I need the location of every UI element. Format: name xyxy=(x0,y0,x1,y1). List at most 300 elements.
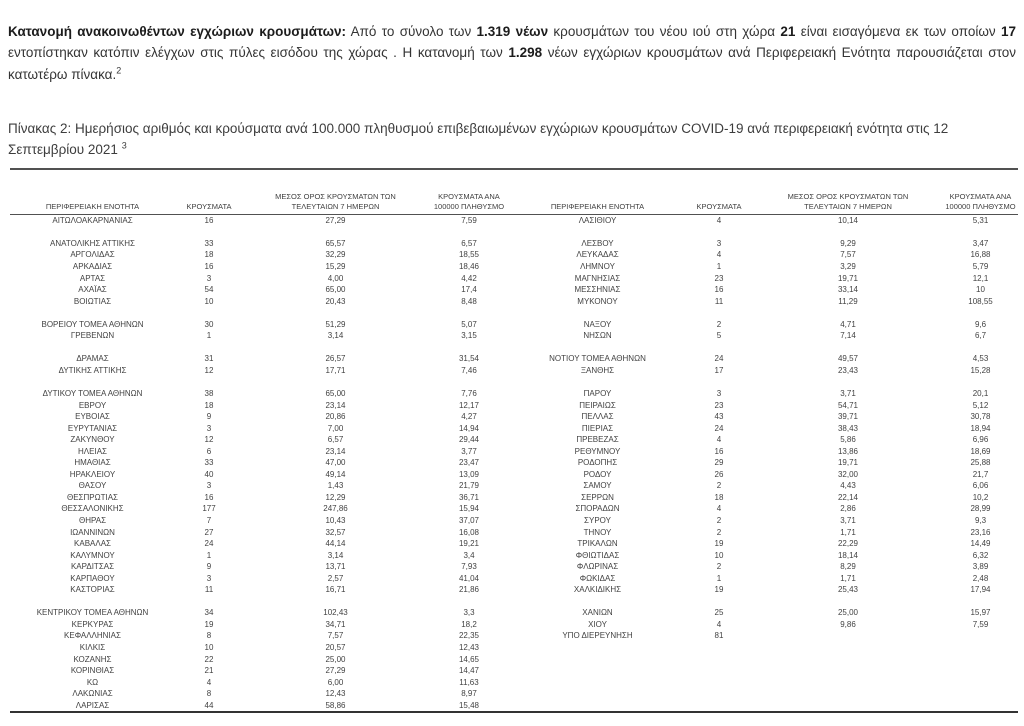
region-cell-left: ΚΑΡΔΙΤΣΑΣ xyxy=(70,562,115,572)
intro-text-3: είναι εισαγόμενα εκ των οποίων xyxy=(795,23,1001,39)
cases-table xyxy=(10,170,1018,711)
region-cell-left: ΑΡΓΟΛΙΔΑΣ xyxy=(70,250,115,260)
table-row xyxy=(10,238,1018,250)
region-cell-left xyxy=(10,596,175,608)
region-cell-left: ΕΥΡΥΤΑΝΙΑΣ xyxy=(67,423,118,433)
cases-cell-left: 40 xyxy=(204,469,214,479)
spacer-row xyxy=(10,226,1018,238)
per100k-cell-right xyxy=(943,642,1018,654)
intro-bold-domestic-cases: 1.298 xyxy=(508,45,543,60)
region-cell-left: ΕΥΒΟΙΑΣ xyxy=(75,412,110,422)
header-avg7-left: ΜΕΣΟΣ ΟΡΟΣ ΚΡΟΥΣΜΑΤΩΝ ΤΩΝ ΤΕΛΕΥΤΑΙΩΝ 7 ΗΜΕΡΩΝ xyxy=(243,170,428,215)
cases-cell-right: 2 xyxy=(716,319,722,329)
per100k-cell-right: 4,53 xyxy=(972,354,989,364)
per100k-cell-left xyxy=(428,376,510,388)
per100k-cell-right xyxy=(943,376,1018,388)
region-cell-left: ΑΡΤΑΣ xyxy=(79,273,106,283)
per100k-cell-left: 5,07 xyxy=(461,319,477,329)
region-cell-left: ΚΕΡΚΥΡΑΣ xyxy=(71,619,114,629)
region-cell-left: ΛΑΡΙΣΑΣ xyxy=(75,700,110,710)
avg7-cell-right: 54,71 xyxy=(837,400,859,410)
cases-cell-right xyxy=(685,653,753,665)
region-cell-right: ΛΑΣΙΘΙΟΥ xyxy=(578,216,617,226)
cases-cell-right: 11 xyxy=(714,296,724,306)
avg7-cell-right: 1,71 xyxy=(840,573,856,583)
region-cell-left: ΖΑΚΥΝΘΟΥ xyxy=(70,435,115,445)
avg7-cell-right: 19,71 xyxy=(837,273,859,283)
avg7-cell-right: 33,14 xyxy=(837,285,859,295)
per100k-cell-left: 7,93 xyxy=(461,562,477,572)
region-cell-right: ΠΙΕΡΙΑΣ xyxy=(581,423,614,433)
per100k-cell-right: 21,7 xyxy=(972,469,989,479)
per100k-cell-left xyxy=(428,226,510,238)
intro-paragraph xyxy=(8,21,1016,86)
region-cell-left: ΑΧΑΪΑΣ xyxy=(78,285,107,295)
region-cell-right: ΝΟΤΙΟΥ ΤΟΜΕΑ ΑΘΗΝΩΝ xyxy=(549,354,646,364)
per100k-cell-left: 13,09 xyxy=(458,469,480,479)
cases-cell-right xyxy=(685,688,753,700)
per100k-cell-right: 15,28 xyxy=(970,365,991,375)
region-cell-right xyxy=(510,342,685,354)
cases-cell-left: 33 xyxy=(204,238,214,248)
per100k-cell-right: 7,59 xyxy=(972,619,989,629)
table-row xyxy=(10,561,1018,573)
cases-cell-right: 24 xyxy=(714,423,724,433)
avg7-cell-right: 25,00 xyxy=(837,608,859,618)
region-cell-right: ΜΥΚΟΝΟΥ xyxy=(577,296,618,306)
region-cell-right: ΡΟΔΟΥ xyxy=(583,469,612,479)
per100k-cell-left: 3,77 xyxy=(461,446,477,456)
per100k-cell-right: 15,97 xyxy=(970,608,991,618)
table-row xyxy=(10,699,1018,711)
cases-cell-left: 18 xyxy=(204,250,214,260)
cases-cell-left: 44 xyxy=(204,700,214,710)
avg7-cell-left: 27,29 xyxy=(325,216,346,226)
per100k-cell-left: 21,79 xyxy=(458,481,480,491)
cases-cell-left: 31 xyxy=(204,354,214,364)
intro-bold-gates: 17 xyxy=(1000,23,1016,39)
region-cell-left: ΚΩ xyxy=(86,677,99,687)
per100k-cell-left: 14,65 xyxy=(458,654,480,664)
region-cell-left: ΔΥΤΙΚΟΥ ΤΟΜΕΑ ΑΘΗΝΩΝ xyxy=(42,388,143,398)
table-row xyxy=(10,284,1018,296)
per100k-cell-left: 3,3 xyxy=(463,608,475,618)
per100k-cell-left xyxy=(428,307,510,319)
per100k-cell-left: 18,46 xyxy=(458,261,480,271)
region-cell-left: ΚΑΒΑΛΑΣ xyxy=(74,539,111,549)
region-cell-right: ΠΡΕΒΕΖΑΣ xyxy=(576,435,619,445)
table-row xyxy=(10,572,1018,584)
per100k-cell-right xyxy=(943,342,1018,354)
per100k-cell-left: 7,59 xyxy=(461,216,477,226)
cases-cell-left: 9 xyxy=(206,562,212,572)
per100k-cell-left: 41,04 xyxy=(458,573,480,583)
table-row xyxy=(10,607,1018,619)
region-cell-left: ΕΒΡΟΥ xyxy=(78,400,107,410)
cases-cell-left: 8 xyxy=(206,689,212,699)
cases-cell-left xyxy=(175,342,243,354)
avg7-cell-left: 4,00 xyxy=(327,273,344,283)
footnote-ref-2: 2 xyxy=(116,65,122,75)
header-per100k-right: ΚΡΟΥΣΜΑΤΑ ΑΝΑ 100000 ΠΛΗΘΥΣΜΟ xyxy=(943,170,1018,215)
region-cell-right: ΦΩΚΙΔΑΣ xyxy=(579,573,616,583)
avg7-cell-right: 1,71 xyxy=(840,527,856,537)
avg7-cell-left xyxy=(243,376,428,388)
avg7-cell-right: 7,57 xyxy=(840,250,856,260)
cases-cell-left: 10 xyxy=(204,296,214,306)
per100k-cell-right: 18,94 xyxy=(970,423,991,433)
per100k-cell-right: 2,48 xyxy=(972,573,989,583)
region-cell-right: ΜΑΓΝΗΣΙΑΣ xyxy=(574,273,621,283)
table-row xyxy=(10,688,1018,700)
per100k-cell-left: 8,48 xyxy=(461,296,477,306)
region-cell-right: ΡΟΔΟΠΗΣ xyxy=(577,458,618,468)
per100k-cell-right: 14,49 xyxy=(970,539,991,549)
cases-cell-right: 19 xyxy=(714,539,724,549)
avg7-cell-left: 7,00 xyxy=(327,423,344,433)
cases-cell-left xyxy=(175,307,243,319)
region-cell-right xyxy=(510,642,685,654)
avg7-cell-right: 3,71 xyxy=(840,515,856,525)
cases-cell-left: 7 xyxy=(206,515,212,525)
region-cell-left: ΒΟΡΕΙΟΥ ΤΟΜΕΑ ΑΘΗΝΩΝ xyxy=(41,319,144,329)
region-cell-right xyxy=(510,226,685,238)
cases-cell-left xyxy=(175,226,243,238)
region-cell-right: ΣΑΜΟΥ xyxy=(583,481,612,491)
avg7-cell-right: 7,14 xyxy=(840,331,856,341)
avg7-cell-right xyxy=(753,688,943,700)
avg7-cell-left: 44,14 xyxy=(325,539,346,549)
avg7-cell-right: 32,00 xyxy=(837,469,859,479)
table-row xyxy=(10,676,1018,688)
cases-cell-left: 3 xyxy=(206,423,212,433)
per100k-cell-right: 17,94 xyxy=(970,585,991,595)
per100k-cell-left: 4,27 xyxy=(461,412,477,422)
cases-cell-right xyxy=(685,676,753,688)
cases-cell-right: 16 xyxy=(714,285,724,295)
region-cell-right: ΠΑΡΟΥ xyxy=(583,388,612,398)
avg7-cell-left: 34,71 xyxy=(325,619,346,629)
table-header xyxy=(10,170,1018,215)
avg7-cell-right: 10,14 xyxy=(837,216,859,226)
region-cell-right xyxy=(510,376,685,388)
cases-cell-right: 2 xyxy=(716,515,722,525)
per100k-cell-left: 8,97 xyxy=(461,689,477,699)
region-cell-left xyxy=(10,342,175,354)
cases-cell-left: 8 xyxy=(206,631,212,641)
region-cell-right: ΝΑΞΟΥ xyxy=(583,319,612,329)
per100k-cell-right: 6,06 xyxy=(972,481,989,491)
avg7-cell-right xyxy=(753,307,943,319)
cases-cell-left: 16 xyxy=(204,492,214,502)
intro-text-2: κρουσμάτων του νέου ιού στη χώρα xyxy=(548,23,781,39)
region-cell-left: ΑΝΑΤΟΛΙΚΗΣ ΑΤΤΙΚΗΣ xyxy=(50,238,135,248)
cases-cell-right: 29 xyxy=(714,458,724,468)
cases-cell-right: 4 xyxy=(716,435,722,445)
per100k-cell-left: 7,76 xyxy=(461,388,477,398)
table-row xyxy=(10,261,1018,273)
region-cell-left: ΗΛΕΙΑΣ xyxy=(78,446,107,456)
cases-cell-right: 19 xyxy=(714,585,724,595)
table-row xyxy=(10,526,1018,538)
per100k-cell-left: 36,71 xyxy=(458,492,480,502)
cases-cell-right: 18 xyxy=(714,492,724,502)
avg7-cell-right xyxy=(753,630,943,642)
intro-text-4: εντοπίστηκαν κατόπιν ελέγχων στις πύλες εισόδου της χώρας . Η κατανομή των xyxy=(8,45,509,60)
avg7-cell-left: 20,57 xyxy=(325,643,346,652)
avg7-cell-left: 26,57 xyxy=(325,354,346,364)
avg7-cell-left: 2,57 xyxy=(327,573,344,583)
cases-cell-right: 3 xyxy=(716,388,722,398)
cases-cell-right: 23 xyxy=(714,273,724,283)
avg7-cell-left: 20,86 xyxy=(325,412,346,422)
per100k-cell-left: 17,4 xyxy=(461,285,477,295)
cases-cell-right: 4 xyxy=(716,216,722,226)
per100k-cell-right: 25,88 xyxy=(970,458,991,468)
region-cell-left: ΑΡΚΑΔΙΑΣ xyxy=(72,261,113,271)
region-cell-right: ΦΘΙΩΤΙΔΑΣ xyxy=(575,550,620,560)
avg7-cell-left: 7,57 xyxy=(327,631,344,641)
region-cell-right: ΜΕΣΣΗΝΙΑΣ xyxy=(574,285,621,295)
region-cell-right: ΠΕΛΛΑΣ xyxy=(581,412,614,422)
cases-cell-right xyxy=(685,665,753,677)
per100k-cell-right: 23,16 xyxy=(970,527,991,537)
region-cell-right: ΛΗΜΝΟΥ xyxy=(580,261,615,271)
cases-cell-right xyxy=(685,596,753,608)
region-cell-left: ΘΗΡΑΣ xyxy=(78,515,107,525)
table-row xyxy=(10,630,1018,642)
avg7-cell-left: 25,00 xyxy=(325,654,346,664)
table-row xyxy=(10,653,1018,665)
region-cell-right: ΤΗΝΟΥ xyxy=(583,527,612,537)
avg7-cell-left: 3,14 xyxy=(327,331,344,341)
table-row xyxy=(10,469,1018,481)
region-cell-left: ΓΡΕΒΕΝΩΝ xyxy=(70,331,115,341)
avg7-cell-left: 10,43 xyxy=(325,515,346,525)
avg7-cell-left: 65,00 xyxy=(325,388,346,398)
spacer-row xyxy=(10,342,1018,354)
cases-cell-right: 5 xyxy=(716,331,722,341)
cases-cell-right xyxy=(685,342,753,354)
per100k-cell-left: 23,47 xyxy=(458,458,480,468)
per100k-cell-left xyxy=(428,342,510,354)
avg7-cell-right: 22,14 xyxy=(837,492,859,502)
table-row xyxy=(10,295,1018,307)
avg7-cell-left xyxy=(243,226,428,238)
avg7-cell-left: 6,00 xyxy=(327,677,344,687)
cases-cell-right xyxy=(685,642,753,654)
cases-cell-left: 4 xyxy=(206,677,212,687)
region-cell-right xyxy=(510,596,685,608)
region-cell-left: ΚΑΡΠΑΘΟΥ xyxy=(70,573,115,583)
avg7-cell-left xyxy=(243,342,428,354)
per100k-cell-left: 14,94 xyxy=(458,423,480,433)
region-cell-right: ΦΛΩΡΙΝΑΣ xyxy=(576,562,619,572)
avg7-cell-left: 65,00 xyxy=(325,285,346,295)
avg7-cell-right xyxy=(753,653,943,665)
cases-cell-right: 4 xyxy=(716,504,722,514)
per100k-cell-left: 3,4 xyxy=(463,550,475,560)
avg7-cell-right: 9,86 xyxy=(840,619,856,629)
avg7-cell-right: 4,43 xyxy=(840,481,856,491)
region-cell-right xyxy=(510,688,685,700)
region-cell-left: ΘΕΣΠΡΩΤΙΑΣ xyxy=(67,492,118,502)
spacer-row xyxy=(10,307,1018,319)
per100k-cell-right xyxy=(943,699,1018,711)
per100k-cell-right xyxy=(943,665,1018,677)
region-cell-left: ΚΕΝΤΡΙΚΟΥ ΤΟΜΕΑ ΑΘΗΝΩΝ xyxy=(36,608,149,618)
avg7-cell-left: 65,57 xyxy=(325,238,346,248)
region-cell-left: ΚΕΦΑΛΛΗΝΙΑΣ xyxy=(64,631,121,641)
table-header-row xyxy=(10,170,1018,215)
per100k-cell-left: 6,57 xyxy=(461,238,477,248)
region-cell-right: ΝΗΣΩΝ xyxy=(583,331,612,341)
avg7-cell-left: 3,14 xyxy=(327,550,344,560)
region-cell-left: ΙΩΑΝΝΙΝΩΝ xyxy=(70,527,115,537)
region-cell-right: ΣΥΡΟΥ xyxy=(584,515,611,525)
cases-cell-right: 2 xyxy=(716,562,722,572)
cases-cell-right: 4 xyxy=(716,619,722,629)
region-cell-right: ΧΑΛΚΙΔΙΚΗΣ xyxy=(573,585,622,595)
region-cell-left: ΒΟΙΩΤΙΑΣ xyxy=(73,296,112,306)
region-cell-left: ΚΟΖΑΝΗΣ xyxy=(73,654,112,664)
region-cell-left: ΗΡΑΚΛΕΙΟΥ xyxy=(69,469,116,479)
per100k-cell-right xyxy=(943,596,1018,608)
cases-cell-right xyxy=(685,226,753,238)
per100k-cell-right: 20,1 xyxy=(972,388,989,398)
table-body xyxy=(10,215,1018,712)
intro-text-5: νέων εγχώριων κρουσμάτων ανά Περιφερειακή Ενότητα παρουσιάζεται στον κατωτέρω πίνακα. xyxy=(8,45,1016,82)
avg7-cell-right: 9,29 xyxy=(840,238,856,248)
table-row xyxy=(10,492,1018,504)
per100k-cell-right xyxy=(943,307,1018,319)
cases-cell-left: 19 xyxy=(204,619,214,629)
per100k-cell-right: 18,69 xyxy=(970,446,991,456)
table-row xyxy=(10,515,1018,527)
table-row xyxy=(10,330,1018,342)
region-cell-right: ΣΠΟΡΑΔΩΝ xyxy=(575,504,620,514)
table-row xyxy=(10,388,1018,400)
region-cell-right xyxy=(510,699,685,711)
per100k-cell-right: 5,31 xyxy=(972,216,989,226)
table-row xyxy=(10,249,1018,261)
table-row xyxy=(10,538,1018,550)
per100k-cell-left: 14,47 xyxy=(458,666,480,676)
cases-cell-left: 16 xyxy=(204,216,214,226)
avg7-cell-left: 47,00 xyxy=(325,458,346,468)
per100k-cell-right: 12,1 xyxy=(972,273,989,283)
cases-cell-right: 1 xyxy=(716,573,722,583)
cases-cell-right: 24 xyxy=(714,354,724,364)
avg7-cell-left: 15,29 xyxy=(325,261,346,271)
region-cell-right: ΡΕΘΥΜΝΟΥ xyxy=(574,446,621,456)
cases-cell-left: 21 xyxy=(204,666,214,676)
cases-cell-left: 11 xyxy=(204,585,214,595)
region-cell-left xyxy=(10,376,175,388)
table-row xyxy=(10,503,1018,515)
per100k-cell-left: 16,08 xyxy=(458,527,480,537)
region-cell-right xyxy=(510,676,685,688)
header-per100k-left: ΚΡΟΥΣΜΑΤΑ ΑΝΑ 100000 ΠΛΗΘΥΣΜΟ xyxy=(428,170,510,215)
cases-cell-left: 6 xyxy=(206,446,212,456)
per100k-cell-left: 12,43 xyxy=(458,643,480,652)
avg7-cell-right xyxy=(753,376,943,388)
per100k-cell-right: 3,89 xyxy=(972,562,989,572)
header-region-left: ΠΕΡΙΦΕΡΕΙΑΚΗ ΕΝΟΤΗΤΑ xyxy=(10,170,175,215)
avg7-cell-right xyxy=(753,226,943,238)
avg7-cell-left: 1,43 xyxy=(327,481,344,491)
per100k-cell-right xyxy=(943,688,1018,700)
cases-cell-right: 4 xyxy=(716,250,722,260)
spacer-row xyxy=(10,596,1018,608)
table-row xyxy=(10,457,1018,469)
avg7-cell-right: 49,57 xyxy=(837,354,859,364)
cases-cell-left: 24 xyxy=(204,539,214,549)
cases-cell-right: 2 xyxy=(716,481,722,491)
per100k-cell-right: 3,47 xyxy=(972,238,989,248)
region-cell-left: ΔΥΤΙΚΗΣ ΑΤΤΙΚΗΣ xyxy=(58,365,127,375)
table-row xyxy=(10,642,1018,654)
cases-cell-right: 3 xyxy=(716,238,722,248)
region-cell-right: ΛΕΥΚΑΔΑΣ xyxy=(576,250,619,260)
avg7-cell-right xyxy=(753,665,943,677)
region-cell-left: ΛΑΚΩΝΙΑΣ xyxy=(72,689,113,699)
region-cell-right: ΛΕΣΒΟΥ xyxy=(581,238,614,248)
avg7-cell-left: 27,29 xyxy=(325,666,346,676)
per100k-cell-left: 15,94 xyxy=(458,504,480,514)
per100k-cell-left: 11,63 xyxy=(459,677,479,687)
header-cases-right: ΚΡΟΥΣΜΑΤΑ xyxy=(685,170,753,215)
region-cell-left: ΑΙΤΩΛΟΑΚΑΡΝΑΝΙΑΣ xyxy=(52,216,133,226)
cases-cell-left: 12 xyxy=(204,365,214,375)
per100k-cell-right xyxy=(943,226,1018,238)
table-row xyxy=(10,422,1018,434)
cases-table-container xyxy=(10,168,1018,713)
per100k-cell-left: 21,86 xyxy=(458,585,480,595)
region-cell-left: ΔΡΑΜΑΣ xyxy=(76,354,109,364)
table-row xyxy=(10,215,1018,227)
avg7-cell-right xyxy=(753,596,943,608)
cases-cell-left: 3 xyxy=(206,481,212,491)
region-cell-right xyxy=(510,665,685,677)
region-cell-right: ΧΑΝΙΩΝ xyxy=(582,608,613,618)
per100k-cell-left xyxy=(428,596,510,608)
avg7-cell-right xyxy=(753,642,943,654)
cases-cell-left: 1 xyxy=(206,331,212,341)
avg7-cell-right xyxy=(753,699,943,711)
header-avg7-right: ΜΕΣΟΣ ΟΡΟΣ ΚΡΟΥΣΜΑΤΩΝ ΤΩΝ ΤΕΛΕΥΤΑΙΩΝ 7 ΗΜΕΡΩΝ xyxy=(753,170,943,215)
cases-cell-left: 10 xyxy=(204,643,214,652)
avg7-cell-right: 13,86 xyxy=(837,446,859,456)
per100k-cell-right xyxy=(943,630,1018,642)
avg7-cell-left: 16,71 xyxy=(325,585,346,595)
avg7-cell-left xyxy=(243,307,428,319)
avg7-cell-right: 3,71 xyxy=(840,388,856,398)
avg7-cell-right: 4,71 xyxy=(840,319,856,329)
region-cell-left xyxy=(10,307,175,319)
avg7-cell-right: 25,43 xyxy=(837,585,859,595)
avg7-cell-right: 2,86 xyxy=(840,504,856,514)
per100k-cell-left: 18,2 xyxy=(461,619,477,629)
cases-cell-right: 25 xyxy=(714,608,724,618)
region-cell-left: ΚΟΡΙΝΘΙΑΣ xyxy=(70,666,115,676)
spacer-row xyxy=(10,376,1018,388)
cases-cell-left: 3 xyxy=(206,573,212,583)
avg7-cell-right xyxy=(753,342,943,354)
per100k-cell-left: 12,17 xyxy=(458,400,480,410)
avg7-cell-left: 13,71 xyxy=(325,562,346,572)
cases-cell-right: 81 xyxy=(714,631,724,641)
